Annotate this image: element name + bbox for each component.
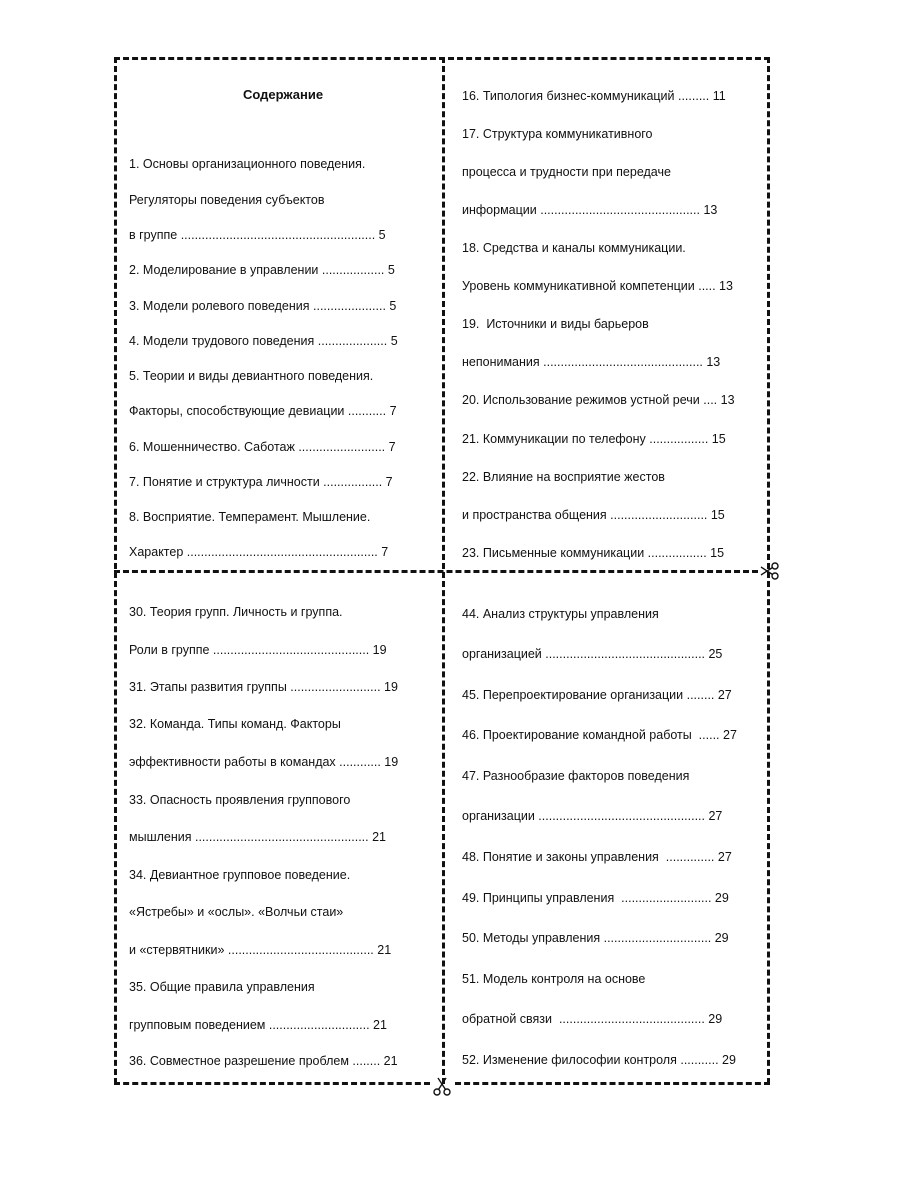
toc-line: 33. Опасность проявления группового	[129, 793, 351, 807]
toc-line: 17. Структура коммуникативного	[462, 127, 653, 141]
toc-line: 19. Источники и виды барьеров	[462, 317, 649, 331]
toc-line: Роли в группе ............................................. 19	[129, 643, 387, 657]
toc-line: 52. Изменение философии контроля ........... 29	[462, 1053, 736, 1067]
toc-line: непонимания .............................................. 13	[462, 355, 721, 369]
toc-line: 7. Понятие и структура личности ................. 7	[129, 475, 393, 489]
toc-line: обратной связи .......................................... 29	[462, 1012, 723, 1026]
toc-line: 50. Методы управления ............................... 29	[462, 931, 729, 945]
toc-line: и пространства общения ............................ 15	[462, 508, 725, 522]
toc-line: групповым поведением ............................. 21	[129, 1018, 387, 1032]
toc-line: 5. Теории и виды девиантного поведения.	[129, 369, 374, 383]
toc-line: организацией .............................................. 25	[462, 647, 723, 661]
toc-line: и «стервятники» .......................................... 21	[129, 943, 392, 957]
toc-line: Регуляторы поведения субъектов	[129, 193, 325, 207]
cut-line-middle	[114, 570, 758, 573]
toc-line: 34. Девиантное групповое поведение.	[129, 868, 351, 882]
toc-line: Характер ....................................................... 7	[129, 545, 389, 559]
cut-line-left	[114, 57, 117, 1084]
toc-line: 21. Коммуникации по телефону ................. 15	[462, 432, 726, 446]
toc-line: 8. Восприятие. Темперамент. Мышление.	[129, 510, 371, 524]
toc-line: 35. Общие правила управления	[129, 980, 315, 994]
cut-line-center	[442, 57, 445, 1084]
toc-line: мышления .................................................. 21	[129, 830, 387, 844]
toc-line: 18. Средства и каналы коммуникации.	[462, 241, 686, 255]
toc-line: 46. Проектирование командной работы ...... 27	[462, 728, 737, 742]
toc-line: процесса и трудности при передаче	[462, 165, 671, 179]
toc-line: 4. Модели трудового поведения .................... 5	[129, 334, 398, 348]
toc-line: 23. Письменные коммуникации ................. 15	[462, 546, 725, 560]
page-title: Содержание	[243, 87, 324, 102]
toc-line: 36. Совместное разрешение проблем ........ 21	[129, 1054, 398, 1068]
toc-line: 6. Мошенничество. Саботаж ......................... 7	[129, 440, 396, 454]
toc-line: организации ................................................ 27	[462, 809, 723, 823]
scissors-icon	[432, 1077, 452, 1097]
toc-line: 45. Перепроектирование организации ........ 27	[462, 688, 732, 702]
toc-line: 2. Моделирование в управлении .................. 5	[129, 263, 395, 277]
toc-line: Уровень коммуникативной компетенции ..... 13	[462, 279, 733, 293]
toc-line: в группе ........................................................ 5	[129, 228, 386, 242]
toc-line: Факторы, способствующие девиации ........... 7	[129, 404, 397, 418]
toc-line: 31. Этапы развития группы .......................... 19	[129, 680, 398, 694]
toc-line: 47. Разнообразие факторов поведения	[462, 769, 690, 783]
toc-line: 3. Модели ролевого поведения ..................... 5	[129, 299, 397, 313]
toc-line: 22. Влияние на восприятие жестов	[462, 470, 665, 484]
toc-line: 51. Модель контроля на основе	[462, 972, 646, 986]
cut-line-bottom-right	[455, 1082, 770, 1085]
toc-line: «Ястребы» и «ослы». «Волчьи стаи»	[129, 905, 344, 919]
toc-line: 20. Использование режимов устной речи .... 13	[462, 393, 735, 407]
toc-line: 1. Основы организационного поведения.	[129, 157, 366, 171]
toc-line: 44. Анализ структуры управления	[462, 607, 659, 621]
cut-line-bottom	[114, 1082, 430, 1085]
toc-line: 48. Понятие и законы управления .............. 27	[462, 850, 732, 864]
toc-line: 30. Теория групп. Личность и группа.	[129, 605, 343, 619]
toc-line: 16. Типология бизнес-коммуникаций ......... 11	[462, 89, 726, 103]
toc-line: 32. Команда. Типы команд. Факторы	[129, 717, 341, 731]
toc-line: 49. Принципы управления .......................... 29	[462, 891, 729, 905]
toc-line: эффективности работы в командах ............ 19	[129, 755, 399, 769]
scissors-icon	[760, 561, 780, 581]
toc-line: информации .............................................. 13	[462, 203, 718, 217]
